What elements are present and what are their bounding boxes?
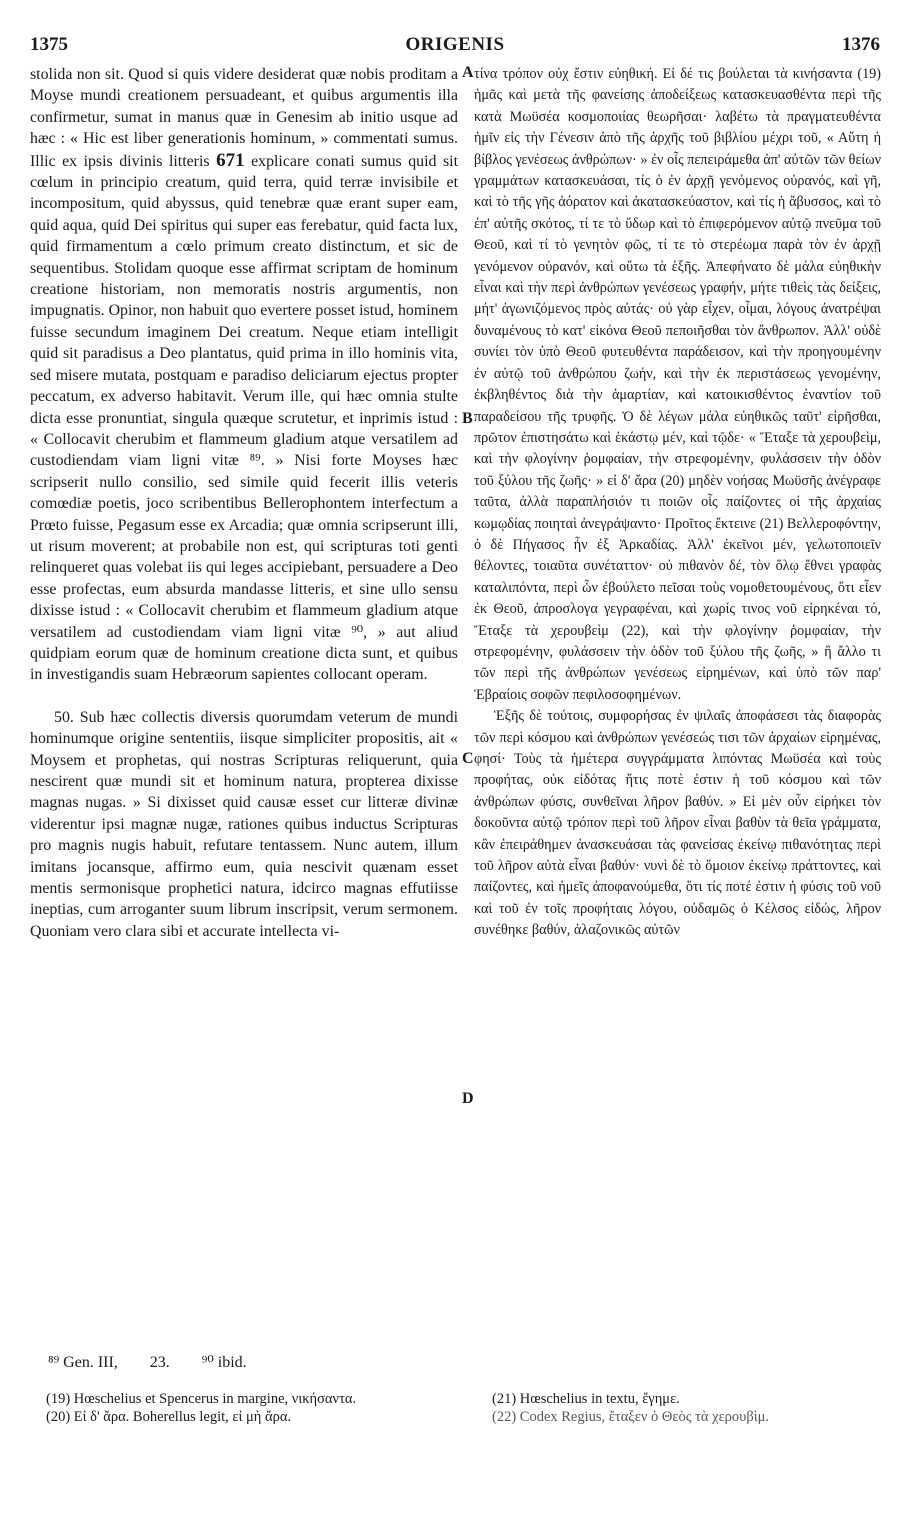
footnotes-left [46, 1390, 446, 1426]
margin-letter-c: C [462, 750, 474, 767]
scripture-note-89: ⁸⁹ Gen. III, [48, 1354, 118, 1371]
footnotes-right [492, 1390, 892, 1426]
column-number: 671 [216, 149, 245, 171]
latin-column [30, 64, 458, 942]
greek-column [474, 64, 881, 942]
scripture-note-90: ⁹⁰ ibid. [201, 1354, 247, 1371]
latin-paragraph-1-rest: explicare conati sumus quid sit cœlum in principio creatum, quid terra, quid terræ invisibile et incompositum, quid abyssus, quid tenebræ quæ erant super eam, quid aqua, quid Dei spiritus qui super eas ferebatur, quid facta lux, quid firmamentum a cœlo primum creato distinctum, et sic de sequentibus. Stolidam quoque esse affirmat scriptam de hominum creatione historiam, non memoratis nostris argumentis, non impugnatis. Opinor, non habuit quo evertere posset istud, hominem fuisse secundum imaginem Dei creatum. Neque etiam intelligit quid sit paradisus a Deo plantatus, quid prima in illo hominis vita, sed misere mutata, postquam e paradiso deliciarum ejectus propter peccatum, ex adverso habitavit. Verum ille, qui hæc omnia stulte dicta esse pronuntiat, singula quæque scrutetur, et inprimis istud : « Collocavit cherubim et flammeum gladium atque versatilem ad custodiendam viam ligni vitæ ⁸⁹. » Nisi forte Moyses hæc scripserit nullo consilio, sed simile quid fecerit illis veteris comœdiæ poetis, joco scribentibus Bellerophontem interfectum a Prœto fuisse, Pegasum esse ex Arcadia; quæ omnia scripserunt illi, ut risum moverent; at probabile non est, qui scripturas toti genti relinqueret quas volebat iis qui leges accipiebant, persuadere a Deo esse profectas, eum absurda mandasse litteris, et sine ullo sensu dixisse istud : « Collocavit cherubim et flammeum gladium atque versatilem ad custodiendam viam ligni vitæ ⁹⁰, » aut aliud quidpiam eorum quæ de hominum creatione dicta sunt, et quibus in investigandis suam Hebræorum sapientes collocant operam. [30, 152, 458, 684]
scripture-references [48, 1352, 275, 1372]
scripture-note-verse: 23. [149, 1354, 170, 1371]
margin-letter-a: A [462, 64, 474, 81]
page-number-left: 1375 [30, 34, 68, 55]
latin-paragraph-1 [30, 64, 458, 686]
page-title: ORIGENIS [405, 34, 505, 55]
footnote-21: (21) Hœschelius in textu, ἔγημε. [492, 1391, 680, 1407]
latin-paragraph-1-start: stolida non sit. Quod si quis videre desiderat quæ nobis proditam a Moyse mundi creationem persuadeant, et quibus argumentis illa confirmetur, sumat in manus quæ in Genesim ab initio usque ad hæc : « Hic est liber generationis hominum, » commentati sumus. Illic ex ipsis divinis litteris [30, 66, 458, 170]
footnote-19: (19) Hœschelius et Spencerus in margine, νικήσαντα. [46, 1391, 357, 1407]
page-number-right: 1376 [842, 34, 880, 55]
latin-paragraph-2: 50. Sub hæc collectis diversis quorumdam veterum de mundi hominumque origine sententiis, iisque simpliciter propositis, ait « Moysem et prophetas, qui nostras Scripturas reliquerunt, quia nescirent quæ mundi sit et hominum natura, propterea dixisse magnas nugas. » Si dixisset quid causæ esset cur litteræ divinæ viderentur ipsi magnæ nugæ, rationes quibus inductus Scripturas pro magnis nugis habuit, refutare tentassem. Nunc autem, illum imitans jocansque, affirmo eum, quia nescivit quænam esset mentis sermonisque prophetici natura, idcirco magnas effutiisse ineptias, cum arroganter suum librum inscripsit, verum sermonem. Quoniam vero clara sibi et accurate intellecta vi- [30, 708, 458, 940]
greek-paragraph-2: Ἑξῆς δὲ τούτοις, συμφορήσας ἐν ψιλαῖς ἀποφάσεσι τὰς διαφορὰς τῶν περὶ κόσμου καὶ ἀνθρώπων γενέσεώς τισι τῶν ἀρχαίων εἰρημένας, φησί· Τοὺς τὰ ἡμέτερα συγγράμματα λιπόντας Μωϋσέα καὶ τοὺς προφήτας, οὐκ εἰδότας ἥτις ποτὲ ἐστιν ἡ τοῦ κόσμου καὶ τῶν ἀνθρώπων φύσις, συνθεῖναι λῆρον βαθύν. » Εἰ μὲν οὖν εἰρήκει τὸν δοκοῦντα αὐτῷ τρόπον περὶ τοῦ λῆρον εἶναι βαθὺν τὰ θεῖα γράμματα, κἂν ἐπειράθημεν ἀνασκευάσαι τὰς φανείσας ἐκείνῳ πιθανότητας περὶ τοῦ λῆρον αὐτὰ εἶναι βαθύν· νυνὶ δὲ τὸ ὅμοιον ἐκείνῳ πράττοντες, καὶ παίζοντες, καὶ ἡμεῖς ἀποφανούμεθα, ὅτι τίς ποτέ ἐστιν ἡ φύσις τοῦ νοῦ καὶ τοῦ ἐν τοῖς προφήταις λόγου, οὐδαμῶς ὁ Κέλσος εἰδώς, λῆρον συνέθηκε βαθύν, ἀλαζονικῶς αὐτῶν [474, 708, 881, 939]
greek-paragraph-1: τίνα τρόπον οὐχ ἔστιν εὐηθική. Εἰ δέ τις βούλεται τὰ κινήσαντα (19) ἡμᾶς καὶ μετὰ τῆς φανείσης ἀποδείξεως κατασκευασθέντα περὶ τῆς κατὰ Μωϋσέα κοσμοποιίας θεωρῆσαι· λαβέτω τὰ πραγματευθέντα ἡμῖν εἰς τὴν Γένεσιν ἀπὸ τῆς ἀρχῆς τοῦ βιβλίου μέχρι τοῦ, « Αὕτη ἡ βίβλος γενέσεως ἀνθρώπων· » ἐν οἷς πεπειράμεθα ἀπ' αὐτῶν τῶν θείων γραμμάτων κατασκευάσαι, τίς ὁ ἐν ἀρχῇ γενόμενος οὐρανός, καὶ γῆ, καὶ τὸ τῆς γῆς ἀόρατον καὶ ἀκατασκεύαστον, καὶ τίς ἡ ἄβυσσος, καὶ τὸ ἐπ' αὐτῆς σκότος, τί τε τὸ ὕδωρ καὶ τὸ ἐπιφερόμενον αὐτῷ πνεῦμα τοῦ Θεοῦ, καὶ τί τὸ γενητὸν φῶς, τί τε τὸ στερέωμα παρὰ τὸν ἐν ἀρχῇ γενόμενον οὐρανόν, καὶ οὕτω τὰ ἑξῆς. Ἀπεφήνατο δὲ μάλα εὐηθικὴν εἶναι καὶ τὴν περὶ ἀνθρώπων γενέσεως γραφήν, μήτε τιθεὶς τὰς δείξεις, μήτ' ἀγωνιζόμενος πρὸς αὐτάς· οὐ γὰρ εἶχεν, οἶμαι, λόγους ἀνατρέψαι δυναμένους τὸ κατ' εἰκόνα Θεοῦ πεποιῆσθαι τὸν ἄνθρωπον. Ἀλλ' οὐδὲ συνίει τὸν ὑπὸ Θεοῦ φυτευθέντα παράδεισον, καὶ τὴν προηγουμένην ἐν αὐτῷ τοῦ ἀνθρώπου ζωήν, καὶ τὴν ἐκ περιστάσεως γενομένην, ἐκβληθέντος διὰ τὴν ἁμαρτίαν, καὶ κατοικισθέντος ἐναντίον τοῦ παραδείσου τῆς τρυφῆς. Ὁ δὲ λέγων μάλα εὐηθικῶς ταῦτ' εἰρῆσθαι, πρῶτον ἐπιστησάτω καὶ ἑκάστῳ μέν, καὶ τῷδε· « Ἔταξε τὰ χερουβεὶμ, καὶ τὴν φλογίνην ῥομφαίαν, τὴν στρεφομένην, φυλάσσειν τὴν ὁδὸν τοῦ ξύλου τῆς ζωῆς· » εἰ δ' ἄρα (20) μηδὲν νοήσας Μωϋσῆς ἀνέγραφε ταῦτα, ἀλλὰ παραπλήσιόν τι ποιῶν οἷς παίζοντες οἱ τῆς ἀρχαίας κωμῳδίας ποιηταὶ ἀνεγράψαντο· Προῖτος ἔκτεινε (21) Βελλεροφόντην, ὁ δὲ Πήγασος ἦν ἐξ Ἀρκαδίας. Ἀλλ' ἐκεῖνοι μέν, γελωτοποιεῖν θέλοντες, τοιαῦτα συνέταττον· οὐ πιθανὸν δέ, τὸν ὅλῳ ἔθνει γραφὰς καταλιπόντα, περὶ ὧν ἐβούλετο πεῖσαι τοὺς νομοθετουμένους, ὅτι εἶεν ἐκ Θεοῦ, ἀπροσλογα γεγραφέναι, καὶ χωρίς τινος νοῦ εἰρηκέναι τό, Ἔταξε τὰ χερουβεὶμ (22), καὶ τὴν φλογίνην ῥομφαίαν, τὴν στρεφομένην, φυλάσσειν τὴν ὁδὸν τοῦ ξύλου τῆς ζωῆς, » ἢ ἄλλο τι τῶν περὶ τῆς ἀνθρώπων γενέσεως εἰρημένων, καὶ ὑπὸ τῶν παρ' Ἑβραίοις σοφῶν πεφιλοσοφημένων. [474, 66, 881, 703]
margin-letter-b: B [462, 410, 473, 427]
running-header [30, 34, 880, 60]
margin-letter-d: D [462, 1090, 474, 1107]
footnote-20: (20) Εἰ δ' ἄρα. Boherellus legit, εἰ μὴ ἄρα. [46, 1409, 292, 1425]
footnote-22: (22) Codex Regius, ἔταξεν ὁ Θεὸς τὰ χερουβὶμ. [492, 1409, 770, 1425]
